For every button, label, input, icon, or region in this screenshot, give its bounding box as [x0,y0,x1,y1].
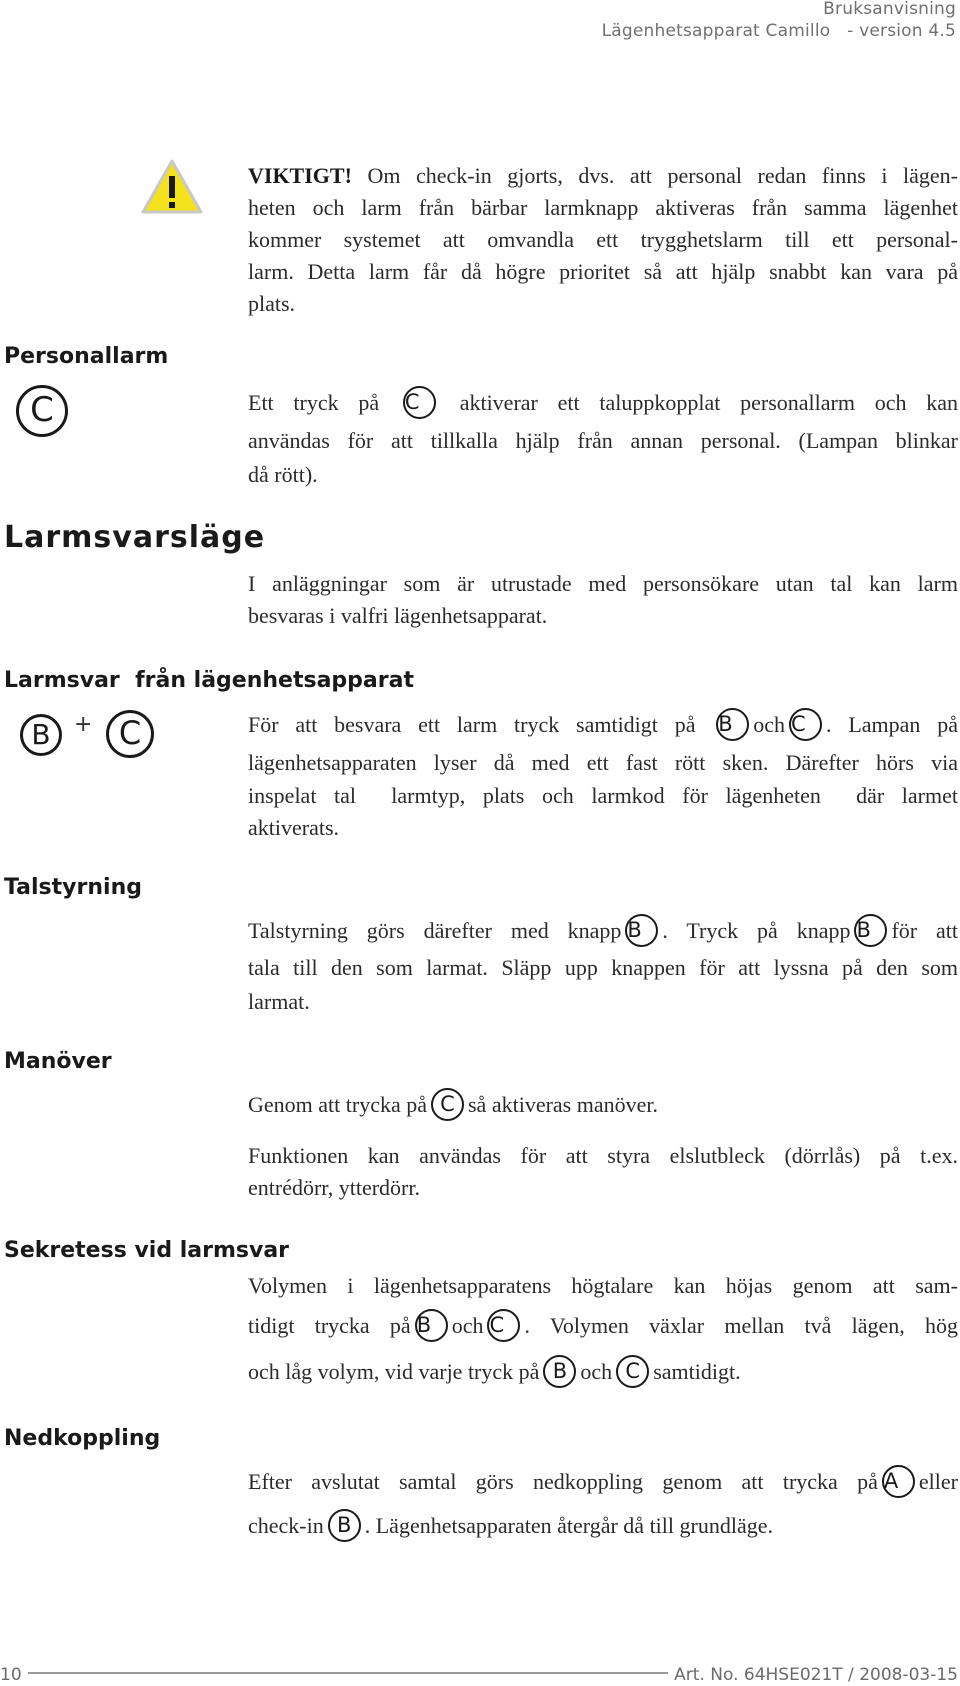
text: aktiverar ett taluppkopplat personallarm och kan [459,390,959,415]
b-button-icon: B [854,914,887,947]
section-title-sekretess: Sekretess vid larmsvar [4,1238,290,1263]
warning-line-1 [248,160,958,192]
manover-line-3: entrédörr, ytterdörr. [248,1175,420,1200]
section-title-larmsvar: Larmsvar från lägenhetsapparat [4,668,414,693]
text: För att besvara ett larm tryck samtidigt på [248,712,696,737]
article-number-text: Art. No. 64HSE021T / 2008-03-15 [668,1665,960,1685]
text: Ett tryck på [248,390,380,415]
section-title-nedkoppling: Nedkoppling [4,1426,161,1451]
talstyrning-line-3: larmat. [248,989,310,1014]
personallarm-line-1 [248,384,958,422]
article-number [668,1665,960,1685]
header-title: Bruksanvisning [823,0,956,19]
warning-label: VIKTIGT! [248,163,352,188]
warning-line-3: kommer systemet att omvandla ett trygghetslarm till ett personal- [248,227,958,252]
text: . Tryck på knapp [662,918,851,943]
b-button-icon: B [328,1509,361,1542]
warning-text: Om check-in gjorts, dvs. att personal redan finns i lägen- [351,163,958,188]
page-number-text: 10 [0,1665,28,1685]
talstyrning-line-2: tala till den som larmat. Släpp upp knappen för att lyssna på den som [248,955,958,980]
section-title-personallarm: Personallarm [4,344,169,369]
section-title-talstyrning: Talstyrning [4,875,142,900]
warning-line-5: plats. [248,291,296,316]
warning-line-2: heten och larm från bärbar larmknapp aktiveras från samma lägenhet [248,195,958,220]
text: . Volymen växlar mellan två lägen, hög [524,1313,958,1338]
text: Talstyrning görs därefter med knapp [248,918,622,943]
manover-paragraph [248,1086,958,1204]
larmsvarslage-paragraph [248,568,958,632]
header-subtitle: Lägenhetsapparat Camillo - version 4.5 [601,21,956,41]
text: . Lägenhetsapparaten återgår då till grundläge. [364,1513,773,1538]
c-button-icon: C [403,386,436,419]
b-button-icon: B [543,1355,576,1388]
larmsvar-line-1 [248,706,958,744]
nedkoppling-line-2 [248,1506,958,1546]
larmsvarslage-line-1: I anläggningar som är utrustade med personsökare utan tal kan larm [248,571,958,596]
c-button-icon: C [431,1088,464,1121]
text: och låg volym, vid varje tryck på [248,1359,540,1384]
text: check-in [248,1513,324,1538]
page-number [0,1665,28,1685]
larmsvar-line-4: aktiverats. [248,815,340,840]
manover-line-1 [248,1086,958,1124]
b-button-icon: B [625,914,658,947]
sekretess-line-3 [248,1352,958,1392]
text: . Lampan på [826,712,958,737]
text: Genom att trycka på [248,1092,427,1117]
c-button-icon: C [487,1309,520,1342]
b-button-icon: B [415,1309,448,1342]
sekretess-line-1: Volymen i lägenhetsapparatens högtalare kan höjas genom att sam- [248,1273,958,1298]
larmsvarslage-line-2: besvaras i valfri lägenhetsapparat. [248,603,548,628]
section-title-manover: Manöver [4,1049,112,1074]
personallarm-line-2: användas för att tillkalla hjälp från annan personal. (Lampan blinkar [248,428,958,453]
text: och [753,712,786,737]
text: för att [891,918,959,943]
b-button-icon: B [716,708,749,741]
nedkoppling-line-1 [248,1462,958,1502]
c-button-icon: C [616,1355,649,1388]
document-header [602,0,956,42]
warning-triangle-icon [140,158,204,216]
manover-line-2: Funktionen kan användas för att styra elslutbleck (dörrlås) på t.ex. [248,1143,958,1168]
a-button-icon: A [882,1465,915,1498]
talstyrning-paragraph [248,912,958,1018]
text: eller [918,1469,958,1494]
b-button-icon: B [20,714,62,756]
text: och [451,1313,484,1338]
text: samtidigt. [653,1359,741,1384]
larmsvar-line-2: lägenhetsapparaten lyser då med ett fast rött sken. Därefter hörs via [248,750,958,775]
warning-line-4: larm. Detta larm får då högre prioritet så att hjälp snabbt kan vara på [248,259,958,284]
text: så aktiveras manöver. [468,1092,658,1117]
larmsvar-paragraph [248,706,958,844]
text: och [580,1359,613,1384]
c-button-icon: C [16,385,68,437]
sekretess-paragraph [248,1270,958,1392]
larmsvar-line-3: inspelat tal larmtyp, plats och larmkod för lägenheten där larmet [248,783,958,808]
c-button-icon: C [789,708,822,741]
nedkoppling-paragraph [248,1462,958,1546]
sekretess-line-2 [248,1306,958,1346]
b-plus-c-icons [20,712,160,762]
text: Efter avslutat samtal görs nedkoppling genom att trycka på [248,1469,878,1494]
talstyrning-line-1 [248,912,958,950]
text: tidigt trycka på [248,1313,411,1338]
warning-paragraph [248,160,958,320]
plus-sign: + [74,712,93,737]
personallarm-line-3: då rött). [248,462,318,487]
personallarm-paragraph [248,384,958,490]
section-title-larmsvarslage: Larmsvarsläge [4,520,266,555]
c-button-icon: C [106,710,154,758]
